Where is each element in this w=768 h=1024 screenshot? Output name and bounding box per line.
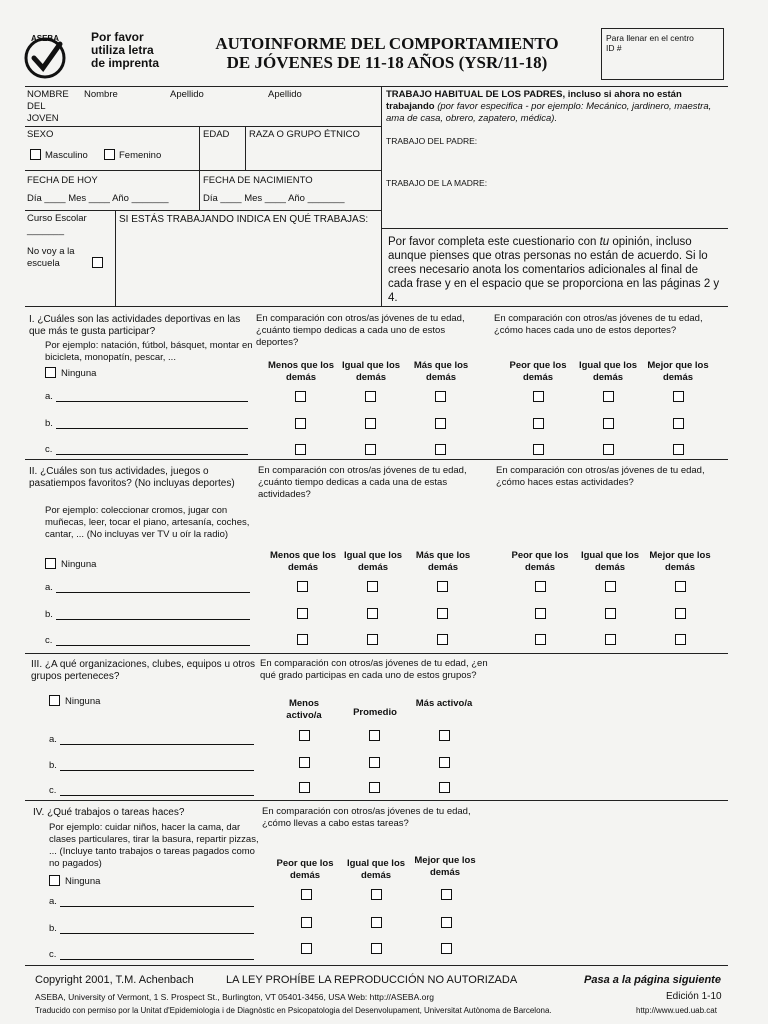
section-2-skill-question: En comparación con otros/as jóvenes de tu edad, ¿cómo haces estas actividades? xyxy=(496,465,705,488)
s2-c-worse[interactable] xyxy=(535,634,546,645)
no-school-label: No voy a la escuela xyxy=(27,246,75,269)
s2-a-worse[interactable] xyxy=(535,581,546,592)
s2-b-equal[interactable] xyxy=(605,608,616,619)
s3-c-more[interactable] xyxy=(439,782,450,793)
law-notice: LA LEY PROHÍBE LA REPRODUCCIÓN NO AUTORIZADA xyxy=(226,974,518,986)
s2-row-a-input[interactable] xyxy=(56,592,250,593)
print-instructions xyxy=(91,31,159,70)
s2-row-c-input[interactable] xyxy=(56,645,250,646)
s2-a-less[interactable] xyxy=(297,581,308,592)
s2-more-time-header: Más que los demás xyxy=(415,550,471,573)
s4-row-b-label: b. xyxy=(49,923,57,934)
section-2-time-question: En comparación con otros/as jóvenes de tu edad, ¿cuánto tiempo dedicas a cada una de estas actividades? xyxy=(258,465,467,500)
s1-better-header: Mejor que los demás xyxy=(647,360,709,383)
s3-row-b-input[interactable] xyxy=(60,770,254,771)
s1-a-equal[interactable] xyxy=(603,391,614,402)
section-3-participation-question: En comparación con otros/as jóvenes de tu edad, ¿en qué grado participas en cada uno de estos grupos? xyxy=(260,658,488,681)
s2-b-less[interactable] xyxy=(297,608,308,619)
section-4-none-label: Ninguna xyxy=(65,876,101,887)
s3-row-a-label: a. xyxy=(49,734,57,745)
s1-b-less[interactable] xyxy=(295,418,306,429)
s2-less-time-header: Menos que los demás xyxy=(270,550,336,573)
parents-job-instructions: TRABAJO HABITUAL DE LOS PADRES, incluso si ahora no están trabajando (por favor especifica - por ejemplo: Mecánico, jardinero, maestra, ama de casa, obrero, zapatero, médica). xyxy=(386,89,712,124)
s4-row-b-input[interactable] xyxy=(60,933,254,934)
s3-row-a-input[interactable] xyxy=(60,744,254,745)
section-3-question: III. ¿A qué organizaciones, clubes, equipos u otros grupos perteneces? xyxy=(31,659,256,682)
s4-better-header: Mejor que los demás xyxy=(414,855,476,878)
s4-a-worse[interactable] xyxy=(301,889,312,900)
surname1-label: Apellido xyxy=(170,89,204,100)
edition-label: Edición 1-10 xyxy=(666,991,722,1002)
section-1-example: Por ejemplo: natación, fútbol, básquet, montar en bicicleta, monopatín, pescar, ... xyxy=(45,340,253,363)
female-label: Femenino xyxy=(119,150,162,161)
s1-less-time-header: Menos que los demás xyxy=(268,360,334,383)
title-line-2: DE JÓVENES DE 11-18 AÑOS (YSR/11-18) xyxy=(226,53,548,72)
s2-row-b-label: b. xyxy=(45,609,53,620)
section-1-none-checkbox[interactable] xyxy=(45,367,56,378)
s3-a-less[interactable] xyxy=(299,730,310,741)
s1-c-same[interactable] xyxy=(365,444,376,455)
title-line-1: AUTOINFORME DEL COMPORTAMIENTO xyxy=(215,34,559,53)
sex-label: SEXO xyxy=(27,129,54,140)
school-grade-field[interactable]: Curso Escolar _______ xyxy=(27,213,87,236)
s2-worse-header: Peor que los demás xyxy=(511,550,569,573)
s1-row-a-label: a. xyxy=(45,391,53,402)
working-label: SI ESTÁS TRABAJANDO INDICA EN QUÉ TRABAJAS: xyxy=(119,214,369,225)
s1-c-worse[interactable] xyxy=(533,444,544,455)
form-title xyxy=(182,34,592,72)
s4-c-equal[interactable] xyxy=(371,943,382,954)
s1-worse-header: Peor que los demás xyxy=(509,360,567,383)
s4-b-equal[interactable] xyxy=(371,917,382,928)
s2-equal-header: Igual que los demás xyxy=(580,550,640,573)
s1-b-worse[interactable] xyxy=(533,418,544,429)
s2-b-worse[interactable] xyxy=(535,608,546,619)
s3-a-average[interactable] xyxy=(369,730,380,741)
center-box-label: Para llenar en el centro xyxy=(606,33,694,43)
s2-a-equal[interactable] xyxy=(605,581,616,592)
section-2-example: Por ejemplo: coleccionar cromos, jugar con muñecas, leer, tocar el piano, artesanía, coches, cantar, ... (No incluyas ver TV u oír la radio) xyxy=(45,505,250,540)
s2-a-same[interactable] xyxy=(367,581,378,592)
s3-c-average[interactable] xyxy=(369,782,380,793)
section-4-performance-question: En comparación con otros/as jóvenes de tu edad, ¿cómo llevas a cabo estas tareas? xyxy=(262,806,471,829)
s1-c-better[interactable] xyxy=(673,444,684,455)
s2-c-equal[interactable] xyxy=(605,634,616,645)
s4-equal-header: Igual que los demás xyxy=(346,858,406,881)
s1-row-a-input[interactable] xyxy=(56,401,248,402)
s4-b-better[interactable] xyxy=(441,917,452,928)
s3-average-header: Promedio xyxy=(353,707,397,718)
s3-a-more[interactable] xyxy=(439,730,450,741)
s2-b-better[interactable] xyxy=(675,608,686,619)
s2-b-same[interactable] xyxy=(367,608,378,619)
ued-url[interactable]: http://www.ued.uab.cat xyxy=(636,1006,717,1015)
s3-c-less[interactable] xyxy=(299,782,310,793)
s1-a-same[interactable] xyxy=(365,391,376,402)
s2-c-more[interactable] xyxy=(437,634,448,645)
today-date-label: FECHA DE HOY xyxy=(27,175,98,186)
s1-equal-header: Igual que los demás xyxy=(578,360,638,383)
male-label: Masculino xyxy=(45,150,88,161)
s1-more-time-header: Más que los demás xyxy=(413,360,469,383)
section-1-time-question: En comparación con otros/as jóvenes de tu edad, ¿cuánto tiempo dedicas a cada uno de estos deportes? xyxy=(256,313,465,348)
section-2-none-label: Ninguna xyxy=(61,559,97,570)
copyright-notice: Copyright 2001, T.M. Achenbach xyxy=(35,974,194,986)
section-3-none-label: Ninguna xyxy=(65,696,101,707)
s2-same-time-header: Igual que los demás xyxy=(343,550,403,573)
age-label: EDAD xyxy=(203,129,230,140)
section-3-none-checkbox[interactable] xyxy=(49,695,60,706)
section-4-example: Por ejemplo: cuidar niños, hacer la cama, dar clases particulares, tirar la basura, repartir pizzas, ... (Incluye tanto trabajos o tareas pagados como no pagados) xyxy=(49,822,259,869)
s3-row-b-label: b. xyxy=(49,760,57,771)
s2-b-more[interactable] xyxy=(437,608,448,619)
name-label: NOMBRE DEL JOVEN xyxy=(27,89,69,124)
s2-row-b-input[interactable] xyxy=(56,619,250,620)
next-page-note: Pasa a la página siguiente xyxy=(584,974,721,986)
s3-less-active-header: Menos activo/a xyxy=(286,698,322,721)
s1-b-better[interactable] xyxy=(673,418,684,429)
s1-row-b-input[interactable] xyxy=(56,428,248,429)
s4-c-worse[interactable] xyxy=(301,943,312,954)
s2-row-a-label: a. xyxy=(45,582,53,593)
section-1-none-label: Ninguna xyxy=(61,368,97,379)
birth-date-label: FECHA DE NACIMIENTO xyxy=(203,175,313,186)
s4-row-a-label: a. xyxy=(49,896,57,907)
surname2-label: Apellido xyxy=(268,89,302,100)
no-school-checkbox[interactable] xyxy=(92,257,103,268)
s2-c-better[interactable] xyxy=(675,634,686,645)
s2-c-less[interactable] xyxy=(297,634,308,645)
s3-row-c-label: c. xyxy=(49,785,57,796)
s3-b-average[interactable] xyxy=(369,757,380,768)
s4-row-c-label: c. xyxy=(49,949,57,960)
father-job-label: TRABAJO DEL PADRE: xyxy=(386,136,478,146)
s2-better-header: Mejor que los demás xyxy=(649,550,711,573)
section-2-question: II. ¿Cuáles son tus actividades, juegos o pasatiempos favoritos? (No incluyas deportes) xyxy=(29,466,235,489)
male-checkbox[interactable] xyxy=(30,149,41,160)
s4-a-equal[interactable] xyxy=(371,889,382,900)
s3-more-active-header: Más activo/a xyxy=(415,698,473,709)
first-name-label: Nombre xyxy=(84,89,118,100)
section-4-question: IV. ¿Qué trabajos o tareas haces? xyxy=(33,807,185,818)
s1-c-equal[interactable] xyxy=(603,444,614,455)
s2-a-more[interactable] xyxy=(437,581,448,592)
please-line-2: utiliza letra xyxy=(91,43,154,57)
center-id-box[interactable] xyxy=(601,28,724,80)
s4-row-a-input[interactable] xyxy=(60,906,254,907)
s1-c-less[interactable] xyxy=(295,444,306,455)
section-1-question: I. ¿Cuáles son las actividades deportivas en las que más te gusta participar? xyxy=(29,314,241,337)
s1-row-b-label: b. xyxy=(45,418,53,429)
s1-b-more[interactable] xyxy=(435,418,446,429)
translation-credit: Traducido con permiso por la Unitat d'Epidemiologia i de Diagnòstic en Psicopatologia del Desenvolupament, Universitat Autònoma de Barcelona. xyxy=(35,1006,552,1015)
s1-a-more[interactable] xyxy=(435,391,446,402)
s2-c-same[interactable] xyxy=(367,634,378,645)
s1-c-more[interactable] xyxy=(435,444,446,455)
please-line-3: de imprenta xyxy=(91,56,160,70)
section-1-skill-question: En comparación con otros/as jóvenes de tu edad, ¿cómo haces cada uno de estos deportes? xyxy=(494,313,703,336)
s1-b-same[interactable] xyxy=(365,418,376,429)
s1-a-worse[interactable] xyxy=(533,391,544,402)
s3-b-less[interactable] xyxy=(299,757,310,768)
s1-a-better[interactable] xyxy=(673,391,684,402)
center-box-id: ID # xyxy=(606,43,622,53)
s1-a-less[interactable] xyxy=(295,391,306,402)
s4-c-better[interactable] xyxy=(441,943,452,954)
s1-row-c-input[interactable] xyxy=(56,454,248,455)
s1-same-time-header: Igual que los demás xyxy=(341,360,401,383)
please-line-1: Por favor xyxy=(91,30,144,44)
section-2-none-checkbox[interactable] xyxy=(45,558,56,569)
mother-job-label: TRABAJO DE LA MADRE: xyxy=(386,178,488,188)
questionnaire-instructions: Por favor completa este cuestionario con tu opinión, incluso aunque pienses que otras personas no están de acuerdo. Si lo crees necesario anota los comentarios adicionales al final de cada frase y en el espacio que se proporciona en las páginas 2 y 4. xyxy=(388,236,720,304)
today-date-fields[interactable]: Día ____ Mes ____ Año _______ xyxy=(27,193,169,204)
s4-row-c-input[interactable] xyxy=(60,959,254,960)
svg-text:ASEBA: ASEBA xyxy=(30,34,60,43)
s3-row-c-input[interactable] xyxy=(60,795,254,796)
s1-b-equal[interactable] xyxy=(603,418,614,429)
s1-row-c-label: c. xyxy=(45,444,53,455)
aseba-address: ASEBA, University of Vermont, 1 S. Prospect St., Burlington, VT 05401-3456, USA Web: http://ASEBA.org xyxy=(35,992,434,1002)
s2-row-c-label: c. xyxy=(45,635,53,646)
aseba-logo xyxy=(22,32,68,80)
section-4-none-checkbox[interactable] xyxy=(49,875,60,886)
s4-worse-header: Peor que los demás xyxy=(276,858,334,881)
female-checkbox[interactable] xyxy=(104,149,115,160)
s4-b-worse[interactable] xyxy=(301,917,312,928)
s2-a-better[interactable] xyxy=(675,581,686,592)
birth-date-fields[interactable]: Día ____ Mes ____ Año _______ xyxy=(203,193,345,204)
s4-a-better[interactable] xyxy=(441,889,452,900)
ethnic-label: RAZA O GRUPO ÉTNICO xyxy=(249,129,360,140)
s3-b-more[interactable] xyxy=(439,757,450,768)
